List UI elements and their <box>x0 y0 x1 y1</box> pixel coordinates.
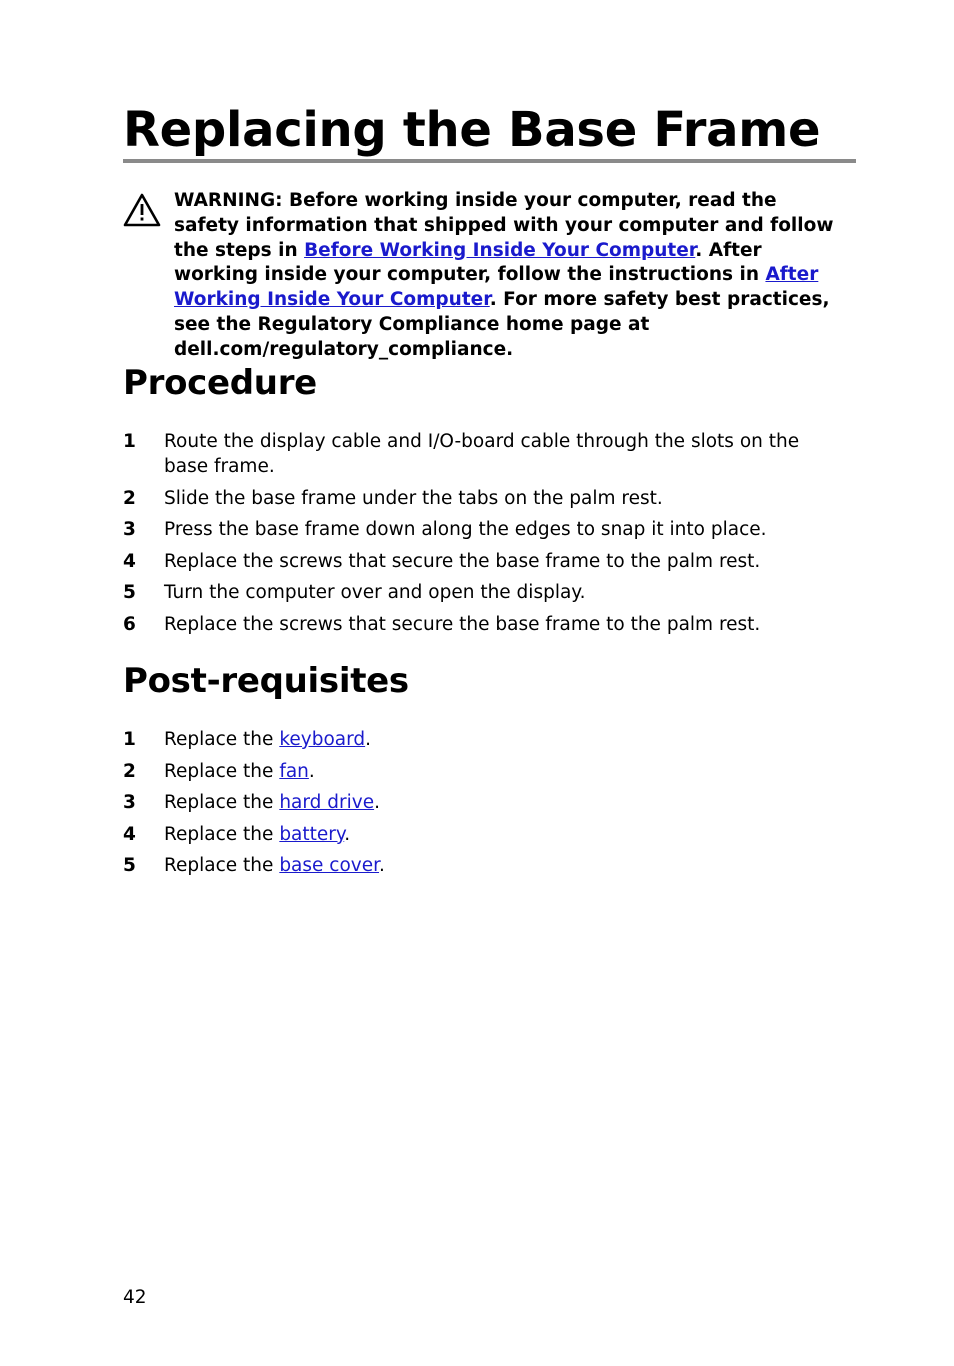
postrequisites-heading: Post-requisites <box>123 661 409 701</box>
page-number: 42 <box>123 1287 147 1308</box>
step-number: 4 <box>123 550 136 572</box>
step-text: Press the base frame down along the edges to snap it into place. <box>164 519 767 541</box>
step-suffix: . <box>365 729 372 750</box>
step-number: 3 <box>123 519 136 541</box>
step-number: 3 <box>123 792 136 814</box>
step-prefix: Replace the <box>164 855 280 877</box>
postrequisite-step <box>123 822 843 847</box>
procedure-step <box>123 486 843 511</box>
step-prefix: Replace the <box>164 729 280 750</box>
step-suffix: . <box>374 792 380 814</box>
base-cover-link[interactable]: base cover <box>279 855 380 877</box>
postrequisite-step <box>123 790 843 815</box>
title-underline <box>123 159 856 163</box>
postrequisite-steps <box>123 727 843 885</box>
postrequisite-step <box>123 727 843 752</box>
before-working-link[interactable]: Before Working Inside Your Computer <box>304 239 696 261</box>
step-text: Route the display cable and I/O-board cable through the slots on the base frame. <box>164 431 800 477</box>
postrequisite-step <box>123 853 843 878</box>
warning-text-part1: WARNING: Before working inside your computer, read the safety information that shipped with your computer and follow the steps in <box>174 190 834 261</box>
warning-notice <box>174 189 844 363</box>
step-number: 1 <box>123 431 136 452</box>
step-prefix: Replace the <box>164 760 280 782</box>
step-prefix: Replace the <box>164 792 280 814</box>
procedure-step <box>123 517 843 542</box>
step-prefix: Replace the <box>164 823 280 845</box>
after-working-link[interactable]: After Working Inside Your Computer <box>174 264 819 311</box>
keyboard-link[interactable]: keyboard <box>279 729 366 750</box>
warning-text-part2: . After working inside your computer, follow the instructions in <box>174 239 766 286</box>
step-number: 5 <box>123 582 136 604</box>
hard-drive-link[interactable]: hard drive <box>279 792 375 814</box>
warning-triangle-icon <box>123 193 161 227</box>
step-text: Turn the computer over and open the display. <box>164 582 586 604</box>
step-number: 6 <box>123 613 136 635</box>
battery-link[interactable]: battery <box>279 823 345 845</box>
procedure-heading: Procedure <box>123 363 317 403</box>
step-text: Replace the screws that secure the base frame to the palm rest. <box>164 550 761 572</box>
procedure-step <box>123 612 843 637</box>
warning-text-part3: . For more safety best practices, see the Regulatory Compliance home page at dell.com/regulatory_compliance. <box>174 289 830 360</box>
page-title: Replacing the Base Frame <box>123 102 821 158</box>
postrequisite-step <box>123 759 843 784</box>
step-number: 2 <box>123 487 136 509</box>
step-number: 2 <box>123 760 136 782</box>
procedure-step <box>123 549 843 574</box>
step-number: 1 <box>123 729 136 750</box>
procedure-steps <box>123 429 843 644</box>
step-suffix: . <box>344 823 351 845</box>
step-number: 5 <box>123 855 136 877</box>
step-text: Replace the screws that secure the base frame to the palm rest. <box>164 613 761 635</box>
step-number: 4 <box>123 823 136 845</box>
step-suffix: . <box>379 855 385 877</box>
step-text: Slide the base frame under the tabs on the palm rest. <box>164 487 663 509</box>
fan-link[interactable]: fan <box>279 760 309 782</box>
step-suffix: . <box>308 760 315 782</box>
procedure-step <box>123 580 843 605</box>
procedure-step <box>123 429 843 479</box>
